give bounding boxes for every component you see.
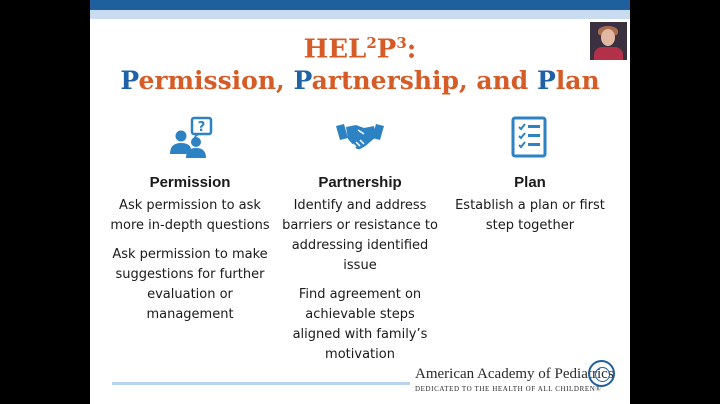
org-tagline: DEDICATED TO THE HEALTH OF ALL CHILDREN® [415,385,602,393]
header-band-light [90,10,630,19]
aap-logo-text [415,366,614,393]
column-text: Find agreement on achievable steps aligned with family’s motivation [292,287,428,362]
subtitle-part: P [536,66,556,95]
column-text: Establish a plan or first step together [455,198,605,233]
header-band [90,0,630,10]
column-heading: Partnership [318,174,402,191]
subtitle-part: artnership, and [311,66,537,95]
subtitle-part: lan [555,66,600,95]
org-name: American Academy of Pediatrics [415,366,614,382]
subtitle-part: ermission, [138,66,294,95]
column-text: Ask permission to make suggestions for further evaluation or management [112,247,268,322]
column-text: Ask permission to ask more in-depth questions [110,198,270,233]
subtitle-part: P [120,66,139,95]
slide-title: $HEL^2P^3$: [303,34,417,65]
column-plan [455,174,605,245]
footer-rule [112,382,410,385]
people-question-icon [169,116,213,160]
checklist-icon [511,116,547,158]
subtitle-part: P [293,66,312,95]
column-permission [110,174,270,334]
handshake-icon [334,120,386,154]
column-heading: Plan [514,174,546,191]
slide-subtitle [90,66,630,95]
column-partnership [280,174,440,374]
column-heading: Permission [149,174,231,191]
column-text: Identify and address barriers or resistance to addressing identified issue [282,198,438,273]
svg-text:?: ? [197,120,206,135]
aap-seal-icon [588,360,615,387]
slide [90,0,630,404]
